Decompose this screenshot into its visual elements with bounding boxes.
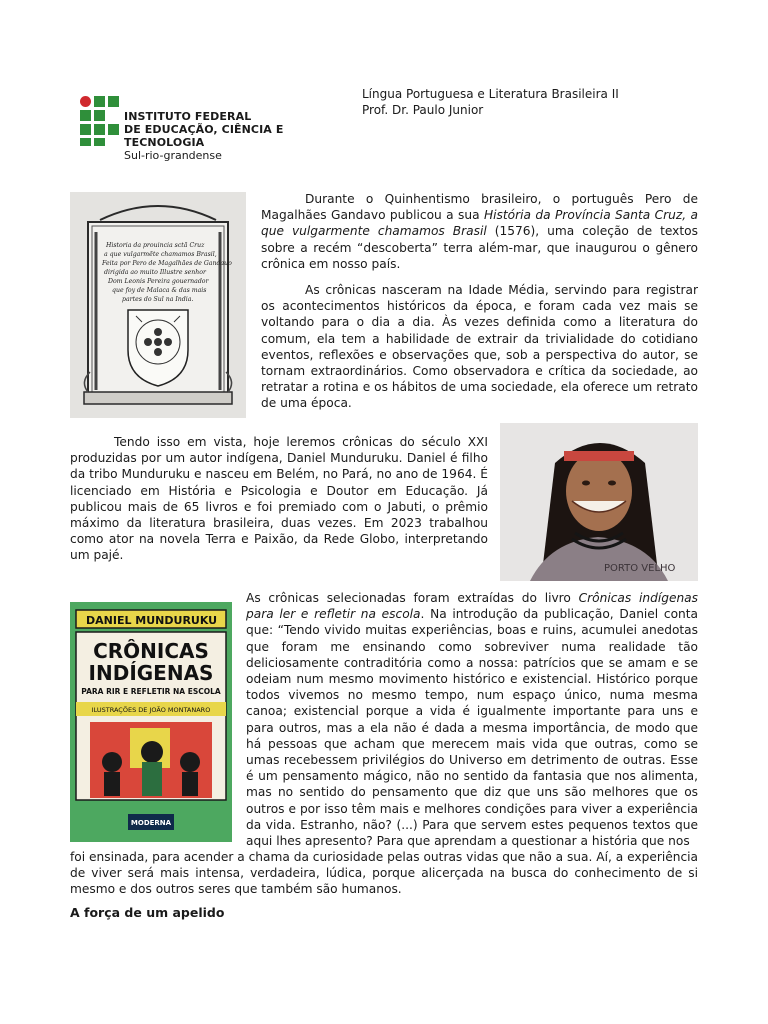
author-bio-paragraph — [70, 434, 488, 564]
paragraph-gandavo: Durante o Quinhentismo brasileiro, o português Pero de Magalhães Gandavo publicou a sua História da Província Santa Cruz, a que vulgarmente chamamos Brasil (1576), uma coleção de textos sobre a recém “descoberta” terra além-mar, que inaugurou o gênero crônica em nosso país. — [261, 192, 699, 271]
logo-line-2: DE EDUCAÇÃO, CIÊNCIA E TECNOLOGIA — [124, 123, 284, 149]
professor-name: Prof. Dr. Paulo Junior — [362, 103, 484, 117]
institution-logo — [80, 96, 350, 162]
paragraph-book-quote: As crônicas selecionadas foram extraídas do livro Crônicas indígenas para ler e refletir na escola. Na introdução da publicação, Daniel conta que: “Tendo vivido muitas experiências, boas e ruins, acumulei anedotas que foram me ensinando como sobreviver numa realidade tão deliciosamente contraditória como a nossa: patrícios que se amam e se odeiam num mesmo movimento histórico e existencial. Histórico porque todos vivemos no mesmo tempo, num espaço único, numa mesma canoa; existencial porque a vida é igualmente importante para uns e para outros, mas a ela não é dada a mesma importância, de modo que há pessoas que acham que merecem mais vida que outras, como se umas recebessem privilégios do Universo em detrimento de outras. Esse é um pensamento mágico, não no sentido da fantasia que nos alimenta, mas no sentido do pensamento que diz que uns são melhores que os outros e por isso têm mais e melhores condições para viver a experiência da vida. Estranho, não? (...) Para que servem estes pequenos textos que aqui lhes apresento? Para que aprendam a questionar a história que nos — [246, 591, 698, 849]
coat-of-arms-icon — [128, 310, 188, 386]
historic-title-page-image — [70, 192, 246, 418]
cover-subtitle: PARA RIR E REFLETIR NA ESCOLA — [81, 687, 221, 696]
logo-line-3: Sul-rio-grandense — [124, 149, 222, 162]
book-cover-image — [70, 602, 232, 842]
cover-illustrator: ILUSTRAÇÕES DE JOÃO MONTANARO — [91, 706, 211, 714]
book-title-gandavo: História da Província Santa Cruz, a que vulgarmente chamamos Brasil — [261, 208, 699, 239]
author-photo — [500, 423, 698, 581]
book-intro-text — [246, 590, 698, 849]
engraving-line: a que vulgarmẽte chamamos Brasil, — [104, 251, 217, 258]
cover-publisher: MODERNA — [130, 819, 172, 827]
intro-text-block — [261, 191, 698, 412]
paragraph-cronicas: As crônicas nasceram na Idade Média, servindo para registrar os acontecimentos históricos da época, e foram cada vez mais se voltando para o dia a dia. Às vezes definida como a literatura do comum, ela tem a habilidade de extrair da trivialidade do cotidiano eventos, reflexões e observações que, sob a perspectiva do autor, se tornam extraordinários. Como observadora e crítica da sociedade, ao retratar a rotina e os hábitos de uma sociedade, ela oferece um retrato de uma época. — [261, 283, 698, 411]
paragraph-munduruku: Tendo isso em vista, hoje leremos crônicas do século XXI produzidas por um autor indígena, Daniel Munduruku. Daniel é filho da tribo Munduruku e nasceu em Belém, no Pará, no ano de 1964. É licenciado em História e Psicologia e Doutor em Educação. Já publicou mais de 65 livros e foi premiado com o Jabuti, o prêmio máximo da literatura brasileira, duas vezes. Em 2023 trabalhou como ator na novela Terra e Paixão, da Rede Globo, interpretando um pajé. — [70, 435, 488, 563]
engraving-line: Dom Leonis Pereira gouernador — [108, 278, 209, 285]
book-title-cronicas: Crônicas indígenas para ler e refletir na escola — [246, 591, 698, 622]
book-intro-text-continued — [70, 849, 698, 898]
engraving-line: partes do Sul na India. — [122, 296, 194, 303]
cover-title-2: INDÍGENAS — [88, 661, 214, 685]
engraving-line: dirigida ao muito Illustre senhor — [104, 269, 206, 276]
logo-mark-icon — [80, 96, 120, 148]
cover-illustration-icon — [90, 722, 212, 798]
course-title: Língua Portuguesa e Literatura Brasileira II — [362, 87, 619, 101]
cover-author: DANIEL MUNDURUKU — [86, 614, 218, 627]
engraving-line: que foy de Malaca & das mais — [112, 287, 207, 294]
paragraph-book-quote-end: foi ensinada, para acender a chama da curiosidade pelas outras vidas que não a sua. Aí, a experiência de viver será mais intensa, verdadeira, lúdica, porque alicerçada na busca do conhecimento de si mesmo e dos outros seres que também são humanos. — [70, 850, 698, 897]
shirt-text: PORTO VELHO — [604, 563, 676, 574]
engraving-line: Historia da prouincia sctã Cruz — [106, 242, 205, 249]
document-header — [362, 86, 619, 118]
section-heading: A força de um apelido — [70, 905, 225, 920]
engraving-line: Feita por Pero de Magalhães de Gandauo — [102, 260, 232, 267]
cover-title-1: CRÔNICAS — [93, 639, 209, 663]
logo-line-1: INSTITUTO FEDERAL — [124, 110, 252, 123]
